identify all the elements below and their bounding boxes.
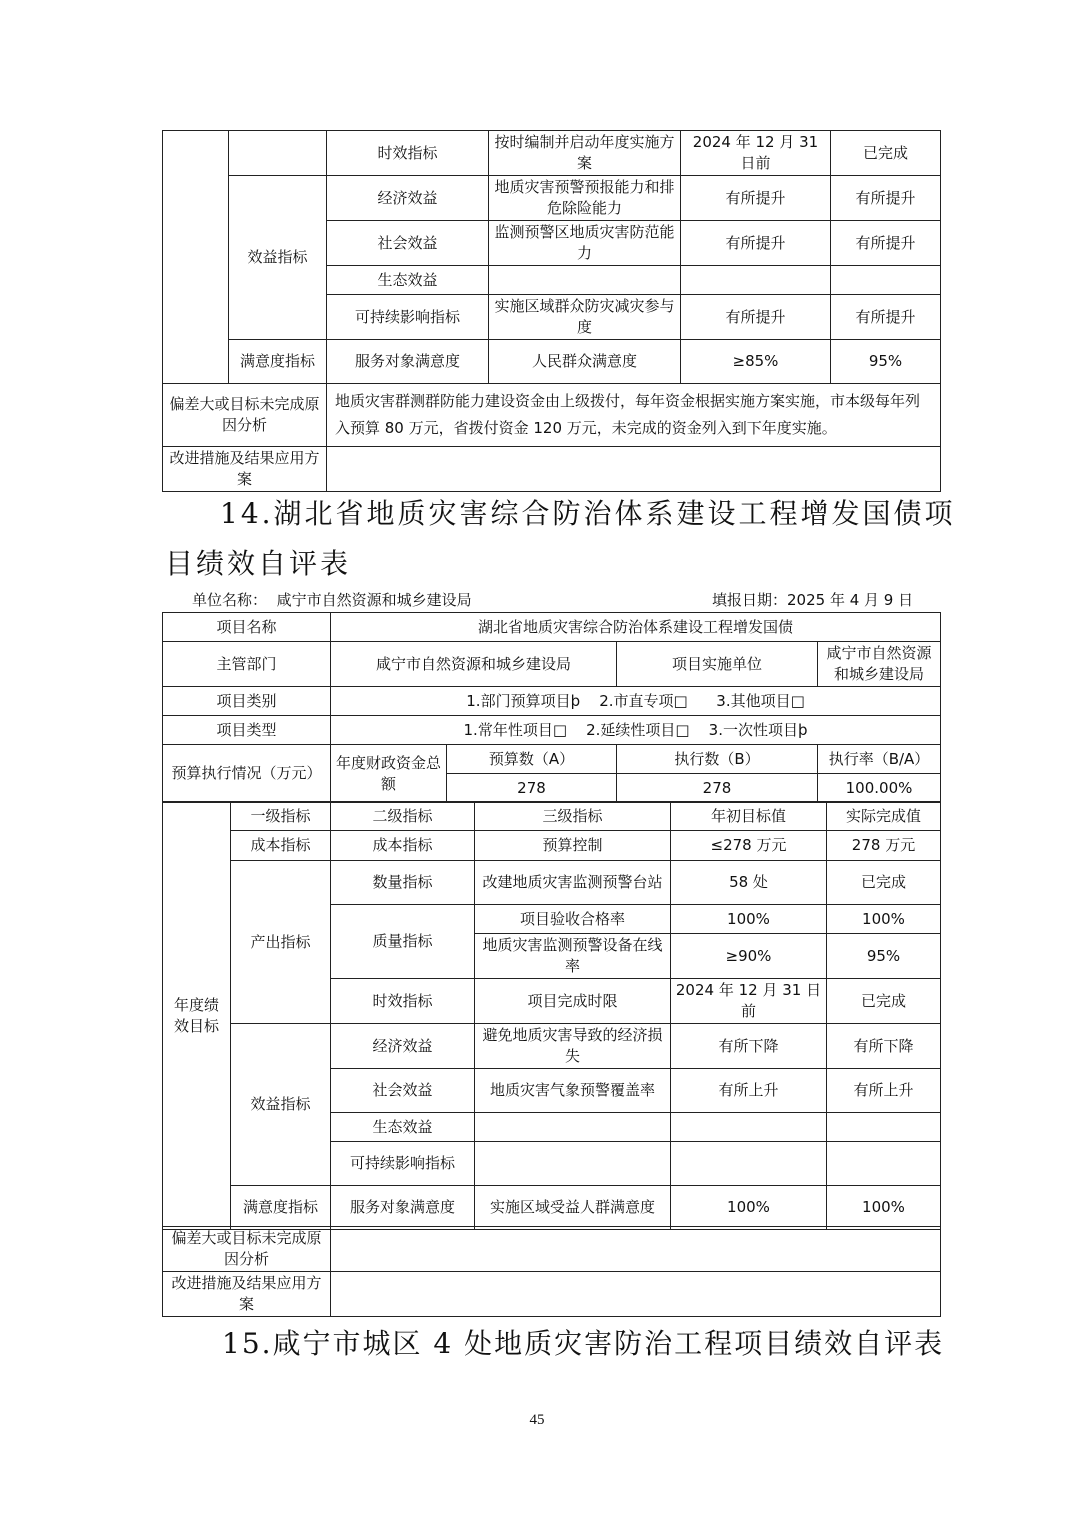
- unit-name: 单位名称： 咸宁市自然资源和城乡建设局: [192, 591, 472, 609]
- table-row: 社会效益 监测预警区地质灾害防范能力 有所提升 有所提升: [163, 221, 941, 266]
- deviation-row: 偏差大或目标未完成原因分析: [163, 1227, 941, 1272]
- category-options: 1.部门预算项目þ 2.市直专项□ 3.其他项目□: [331, 687, 941, 716]
- section-14-title-line1: 14.湖北省地质灾害综合防治体系建设工程增发国债项: [220, 497, 956, 530]
- improve-row: 改进措施及结果应用方案: [163, 447, 941, 492]
- project-name: 湖北省地质灾害综合防治体系建设工程增发国债: [331, 613, 941, 642]
- table-row: 项目类型 1.常年性项目□ 2.延续性项目□ 3.一次性项目þ: [163, 716, 941, 745]
- table-row: 生态效益: [163, 1113, 941, 1142]
- table-row: 地质灾害监测预警设备在线率 ≥90% 95%: [163, 934, 941, 979]
- table-row: 满意度指标 服务对象满意度 人民群众满意度 ≥85% 95%: [163, 340, 941, 384]
- table-row: 质量指标 项目验收合格率 100% 100%: [163, 905, 941, 934]
- annual-goal-cell: [163, 131, 229, 384]
- deviation-row: 偏差大或目标未完成原因分析 地质灾害群测群防能力建设资金由上级拨付，每年资金根据实施方案实施，市本级每年列入预算 80 万元，省拨付资金 120 万元，未完成的资金列入到下年度实施。: [163, 384, 941, 447]
- table-row: 效益指标 经济效益 地质灾害预警预报能力和排危除险能力 有所提升 有所提升: [163, 176, 941, 221]
- table-row: 可持续影响指标: [163, 1142, 941, 1186]
- evaluation-table: [162, 1226, 941, 1317]
- table-row: 成本指标 成本指标 预算控制 ≤278 万元 278 万元: [163, 831, 941, 861]
- performance-goal-table: [162, 801, 941, 1230]
- table-row: 主管部门 咸宁市自然资源和城乡建设局 项目实施单位 咸宁市自然资源和城乡建设局: [163, 642, 941, 687]
- type-options: 1.常年性项目□ 2.延续性项目□ 3.一次性项目þ: [331, 716, 941, 745]
- table-row: 时效指标 项目完成时限 2024 年 12 月 31 日前 已完成: [163, 979, 941, 1024]
- table-row: 社会效益 地质灾害气象预警覆盖率 有所上升 有所上升: [163, 1069, 941, 1113]
- project-info-table: [162, 612, 941, 803]
- previous-table: [162, 130, 941, 492]
- table-row: 278 278 100.00%: [163, 774, 941, 803]
- report-date: 填报日期：2025 年 4 月 9 日: [712, 591, 914, 609]
- page-number: 45: [529, 1412, 545, 1428]
- table-header-row: 年度绩效目标 一级指标 二级指标 三级指标 年初目标值 实际完成值: [163, 802, 941, 831]
- table-row: 生态效益: [163, 266, 941, 295]
- improve-row: 改进措施及结果应用方案: [163, 1272, 941, 1317]
- section-14-title-line2: 目绩效自评表: [165, 547, 352, 580]
- table-row: 产出指标 数量指标 改建地质灾害监测预警台站 58 处 已完成: [163, 861, 941, 905]
- table-row: 预算执行情况（万元） 年度财政资金总额 预算数（A） 执行数（B） 执行率（B/A）: [163, 745, 941, 774]
- table-row: 时效指标 按时编制并启动年度实施方案 2024 年 12 月 31 日前 已完成: [163, 131, 941, 176]
- table-row: 效益指标 经济效益 避免地质灾害导致的经济损失 有所下降 有所下降: [163, 1024, 941, 1069]
- section-15-title: 15.咸宁市城区 4 处地质灾害防治工程项目绩效自评表: [222, 1327, 945, 1360]
- table-row: 可持续影响指标 实施区域群众防灾减灾参与度 有所提升 有所提升: [163, 295, 941, 340]
- table-row: 项目名称 湖北省地质灾害综合防治体系建设工程增发国债: [163, 613, 941, 642]
- table-row: 项目类别 1.部门预算项目þ 2.市直专项□ 3.其他项目□: [163, 687, 941, 716]
- table-row: 满意度指标 服务对象满意度 实施区域受益人群满意度 100% 100%: [163, 1186, 941, 1230]
